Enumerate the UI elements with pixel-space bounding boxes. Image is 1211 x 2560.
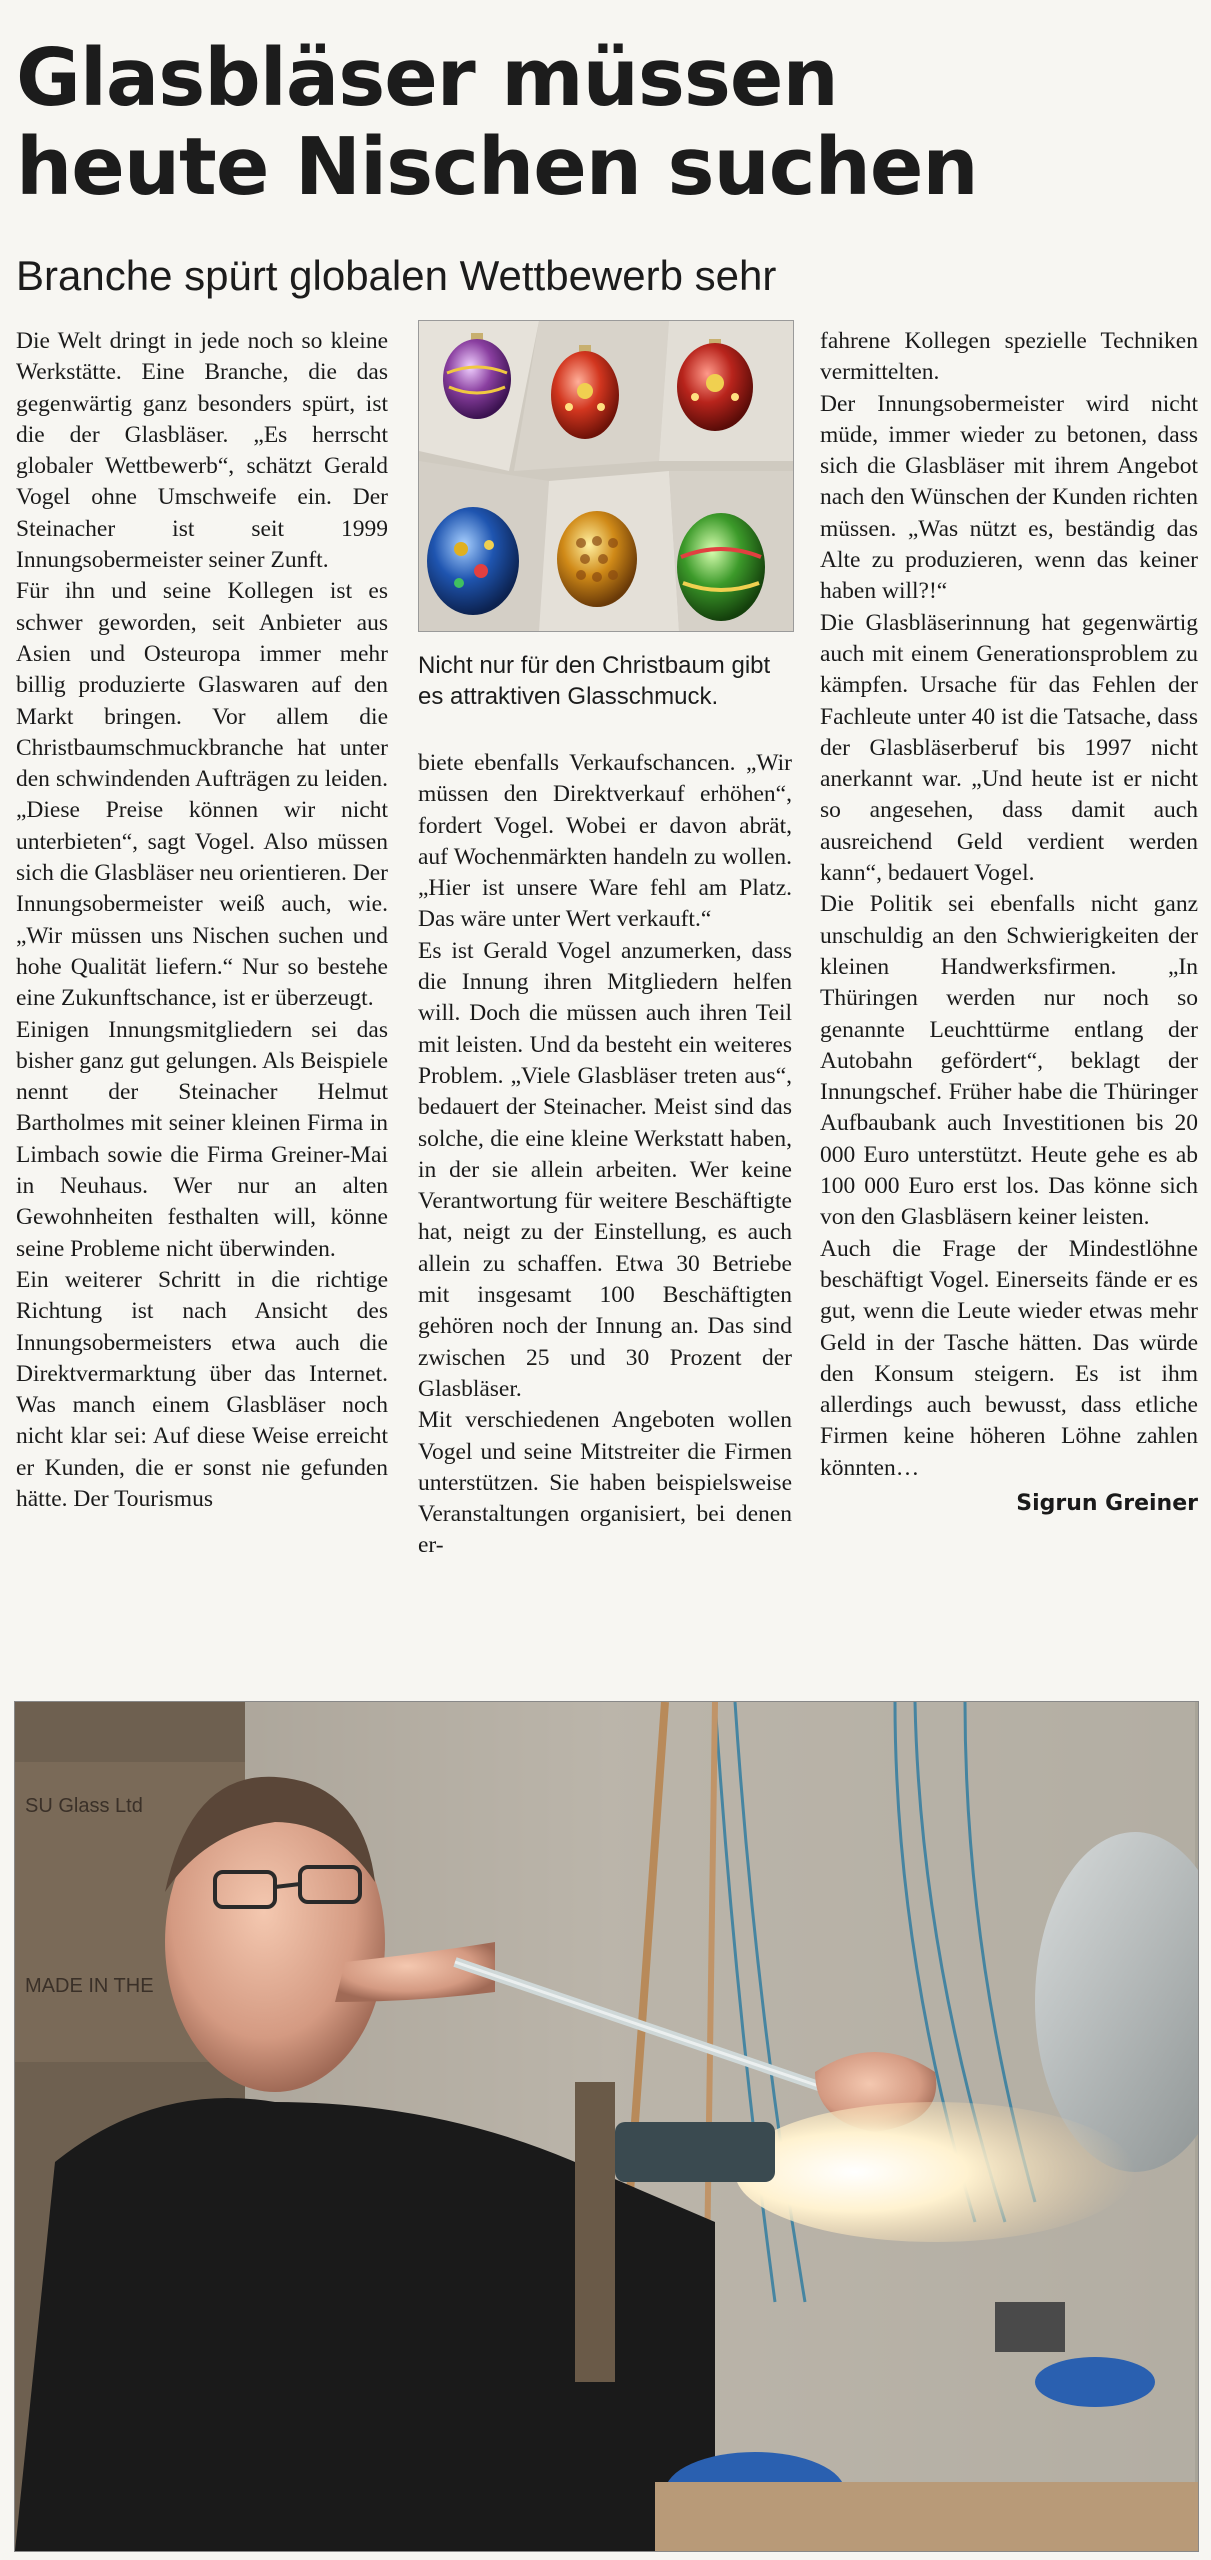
paragraph: Auch die Frage der Mindestlöhne beschäftigt Vogel. Einerseits fände er es gut, wenn die Leute wieder etwas mehr Geld in der Tasche hätten. Das würde den Konsum steigern. Es ist ihm allerdings auch bewusst, dass etliche Firmen keine höheren Löhne zahlen könnten… <box>820 1235 1198 1481</box>
byline: Sigrun Greiner <box>1016 1490 1198 1516</box>
paragraph: biete ebenfalls Verkaufschancen. „Wir müssen den Direktverkauf erhöhen“, fordert Vogel. Wobei er davon abrät, auf Wochenmärkten handeln zu wollen. „Hier ist unsere Ware fehl am Platz. Das wäre unter Wert verkauft.“ <box>418 750 792 933</box>
paragraph: Mit verschiedenen Angeboten wollen Vogel und seine Mitstreiter die Firmen unterstützen. Sie haben beispielsweise Veranstaltungen organisiert, bei denen er- <box>418 1407 792 1559</box>
box-label-1: SU Glass Ltd <box>25 1795 143 1817</box>
photo-caption: Nicht nur für den Christbaum gibt es attraktiven Glasschmuck. <box>418 652 771 710</box>
paragraph: Der Innungsobermeister wird nicht müde, immer wieder zu betonen, dass sich die Glasbläser mit ihrem Angebot nach den Wünschen der Kunden richten müssen. „Was nützt es, beständig das Alte zu produzieren, wenn das keiner haben will?!“ <box>820 390 1198 605</box>
box-label-2: MADE IN THE <box>25 1975 154 1997</box>
headline <box>16 34 1196 212</box>
ornament-photo <box>418 320 794 632</box>
subheadline: Branche spürt globalen Wettbewerb sehr <box>16 252 777 299</box>
paragraph: Es ist Gerald Vogel anzumerken, dass die Innung ihren Mitgliedern helfen will. Doch die müssen auch ihren Teil mit leisten. Und da besteht ein weiteres Problem. „Viele Glasbläser treten aus“, bedauert der Steinacher. Meist sind das solche, die eine kleine Werkstatt haben, in der sie allein arbeiten. Wer keine Verantwortung für weitere Beschäftigte hat, neigt zu der Einstellung, es auch allein zu schaffen. Etwa 30 Betriebe mit insgesamt 100 Beschäftigten gehören noch der Innung an. Das sind zwischen 25 und 30 Prozent der Glasbläser. <box>418 937 792 1402</box>
headline-line-1: Glasbläser müssen <box>16 32 838 124</box>
paragraph: Die Glasbläserinnung hat gegenwärtig auch mit einem Generationsproblem zu kämpfen. Ursache für das Fehlen der Fachleute unter 40 ist die Tatsache, dass der Glasbläserberuf bis 1997 nicht anerkannt war. „Und heute ist er nicht so angesehen, dass damit auch ausreichend Geld verdient werden kann“, bedauert Vogel. <box>820 609 1198 887</box>
article-column-2 <box>418 748 792 1562</box>
article-column-3 <box>820 326 1198 1519</box>
glass-ornaments-image <box>419 321 793 631</box>
paragraph: Für ihn und seine Kollegen ist es schwer geworden, seit Anbieter aus Asien und Osteuropa immer mehr billig produzierte Glaswaren auf den Markt bringen. Vor allem die Christbaumschmuckbranche hat unter den schwindenden Aufträgen zu leiden. „Diese Preise können wir nicht unterbieten“, sagt Vogel. Also müssen sich die Glasbläser neu orientieren. Der Innungsobermeister weiß auch, wie. „Wir müssen uns Nischen suchen und hohe Qualität liefern.“ Nur so bestehe eine Zukunftschance, ist er überzeugt. <box>16 578 388 1012</box>
ornament-green <box>677 513 765 621</box>
headline-line-2: heute Nischen suchen <box>16 121 978 213</box>
ornament-blue <box>427 507 519 615</box>
article-column-1 <box>16 326 388 1515</box>
glassblower-image <box>15 1702 1198 2551</box>
paragraph: fahrene Kollegen spezielle Techniken vermittelten. <box>820 328 1198 386</box>
paragraph: Einigen Innungsmitgliedern sei das bisher ganz gut gelungen. Als Beispiele nennt der Steinacher Helmut Bartholmes mit seiner kleinen Firma in Limbach sowie die Firma Greiner-Mai in Neuhaus. Wer nur an alten Gewohnheiten festhalten will, könne seine Probleme nicht überwinden. <box>16 1016 389 1262</box>
paragraph: Ein weiterer Schritt in die richtige Richtung ist nach Ansicht des Innungsobermeisters etwa auch die Direktvermarktung über das Internet. Was manch einem Glasbläser noch nicht klar sei: Auf diese Weise erreicht er Kunden, die er sonst nie gefunden hätte. Der Tourismus <box>16 1266 388 1512</box>
glassblower-photo <box>14 1701 1199 2552</box>
ornament-gold <box>557 511 637 607</box>
paragraph: Die Welt dringt in jede noch so kleine Werkstätte. Eine Branche, die das gegenwärtig ganz besonders spürt, ist die der Glasbläser. „Es herrscht globaler Wettbewerb“, schätzt Gerald Vogel ohne Umschweife ein. Der Steinacher ist seit 1999 Innungsobermeister seiner Zunft. <box>16 328 388 574</box>
paragraph: Die Politik sei ebenfalls nicht ganz unschuldig an den Schwierigkeiten der kleinen Handwerksfirmen. „In Thüringen werden nur noch so genannte Leuchttürme entlang der Autobahn gefördert“, beklagt der Innungschef. Früher habe die Thüringer Aufbaubank auch Investitionen bis 20 000 Euro unterstützt. Heute gehe es ab 100 000 Euro erst los. Das könne sich von den Glasbläsern keiner leisten. <box>820 891 1198 1231</box>
